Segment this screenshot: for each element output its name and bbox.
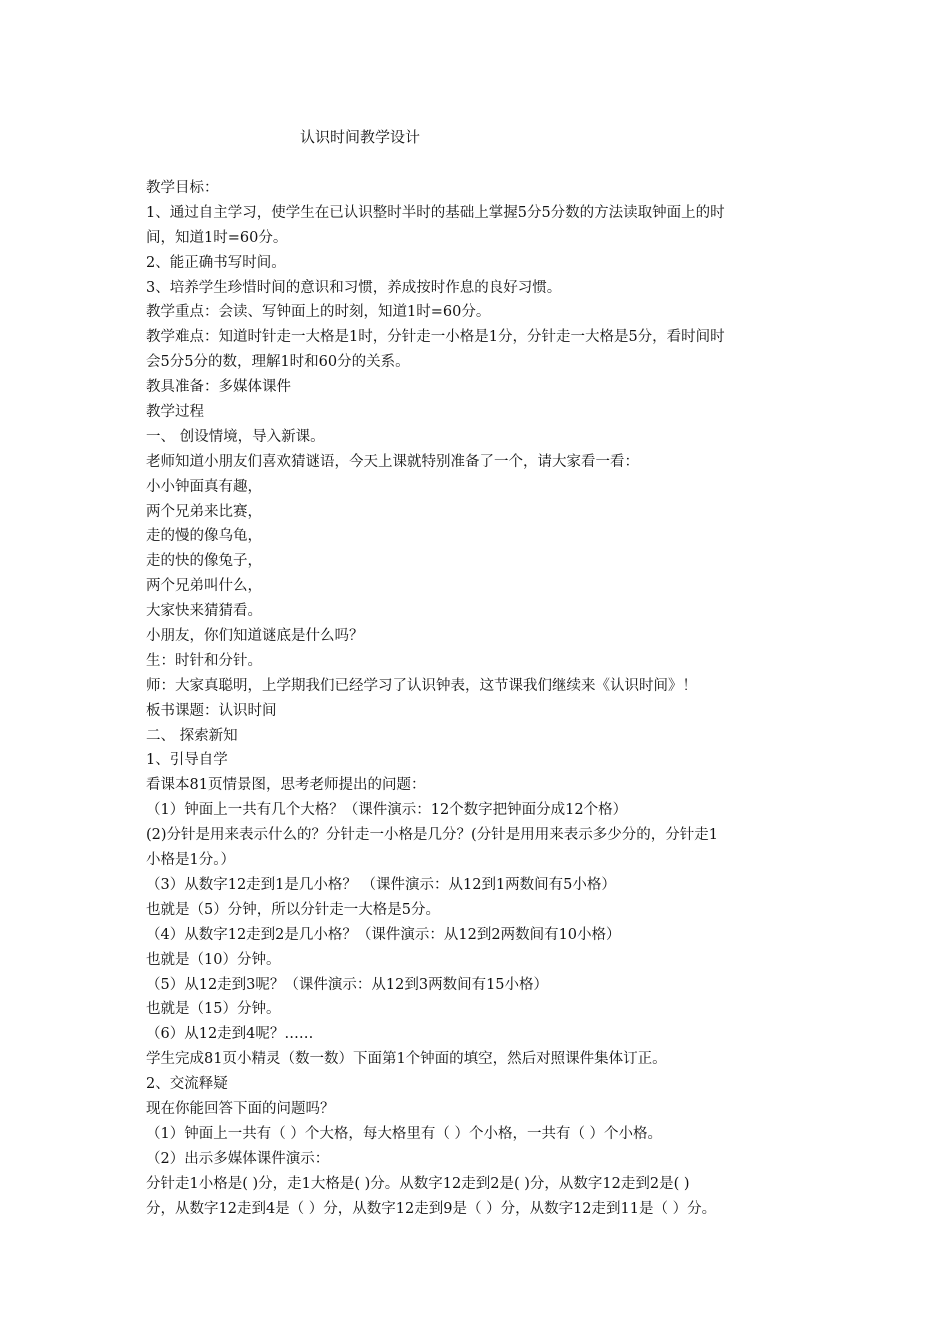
text-line: 1、通过自主学习，使学生在已认识整时半时的基础上掌握5分5分数的方法读取钟面上的时 [146, 204, 725, 221]
text-line: 小格是1分。） [146, 852, 235, 869]
text-line: （3）从数字12走到1是几小格？ （课件演示：从12到1两数间有5小格） [146, 876, 616, 893]
text-line: （2）出示多媒体课件演示： [146, 1150, 330, 1167]
text-line: 教学过程 [146, 404, 204, 421]
text-line: 看课本81页情景图，思考老师提出的问题： [146, 777, 426, 794]
text-line: 分针走1小格是( )分，走1大格是( )分。从数字12走到2是( )分，从数字12走到2是( ) [146, 1175, 690, 1192]
document-title: 认识时间教学设计 [300, 128, 421, 146]
text-line: 教具准备：多媒体课件 [146, 379, 291, 396]
text-line: 1、引导自学 [146, 752, 228, 769]
text-line: 小小钟面真有趣， [146, 478, 262, 495]
text-line: 两个兄弟叫什么， [146, 578, 262, 595]
text-line: 老师知道小朋友们喜欢猜谜语，今天上课就特别准备了一个，请大家看一看： [146, 453, 639, 470]
text-line: 教学重点：会读、写钟面上的时刻，知道1时=60分。 [146, 304, 491, 321]
text-line: 教学目标： [146, 180, 219, 196]
text-line: （5）从12走到3呢？（课件演示：从12到3两数间有15小格） [146, 976, 549, 993]
text-line: 走的快的像兔子， [146, 553, 262, 570]
text-line: (2)分针是用来表示什么的？分针走一小格是几分？(分针是用用来表示多少分的，分针走1 [146, 827, 718, 844]
document-body [146, 176, 814, 1221]
text-line: 板书课题：认识时间 [146, 702, 277, 719]
text-line: 师：大家真聪明，上学期我们已经学习了认识钟表，这节课我们继续来《认识时间》！ [146, 677, 697, 694]
text-line: 也就是（15）分钟。 [146, 1001, 281, 1018]
text-line: 一、 创设情境，导入新课。 [146, 428, 325, 445]
text-line: 2、能正确书写时间。 [146, 254, 286, 271]
text-line: （6）从12走到4呢？…… [146, 1026, 314, 1043]
text-line: （4）从数字12走到2是几小格？（课件演示：从12到2两数间有10小格） [146, 926, 621, 943]
text-line: 会5分5分的数，理解1时和60分的关系。 [146, 354, 410, 371]
text-line: 二、 探索新知 [146, 727, 238, 744]
text-line: 生：时针和分针。 [146, 652, 262, 669]
text-line: 走的慢的像乌龟， [146, 528, 262, 545]
text-line: 现在你能回答下面的问题吗？ [146, 1100, 335, 1117]
text-line: 也就是（10）分钟。 [146, 951, 281, 968]
text-line: （1）钟面上一共有（ ）个大格，每大格里有（ ）个小格，一共有（ ）个小格。 [146, 1125, 663, 1142]
text-line: （1）钟面上一共有几个大格？（课件演示：12个数字把钟面分成12个格） [146, 802, 628, 819]
text-line: 3、培养学生珍惜时间的意识和习惯，养成按时作息的良好习惯。 [146, 279, 562, 296]
text-line: 分，从数字12走到4是（ ）分，从数字12走到9是（ ）分，从数字12走到11是（ ）分。 [146, 1200, 717, 1217]
text-line: 大家快来猜猜看。 [146, 603, 262, 620]
text-line: 间，知道1时=60分。 [146, 229, 288, 246]
text-line: 教学难点：知道时针走一大格是1时，分针走一小格是1分，分针走一大格是5分，看时间时 [146, 329, 725, 346]
text-line: 两个兄弟来比赛， [146, 503, 262, 520]
text-line: 2、交流释疑 [146, 1076, 228, 1093]
text-line: 学生完成81页小精灵（数一数）下面第1个钟面的填空，然后对照课件集体订正。 [146, 1051, 667, 1068]
text-line: 小朋友，你们知道谜底是什么吗？ [146, 628, 364, 645]
text-line: 也就是（5）分钟，所以分针走一大格是5分。 [146, 901, 440, 918]
